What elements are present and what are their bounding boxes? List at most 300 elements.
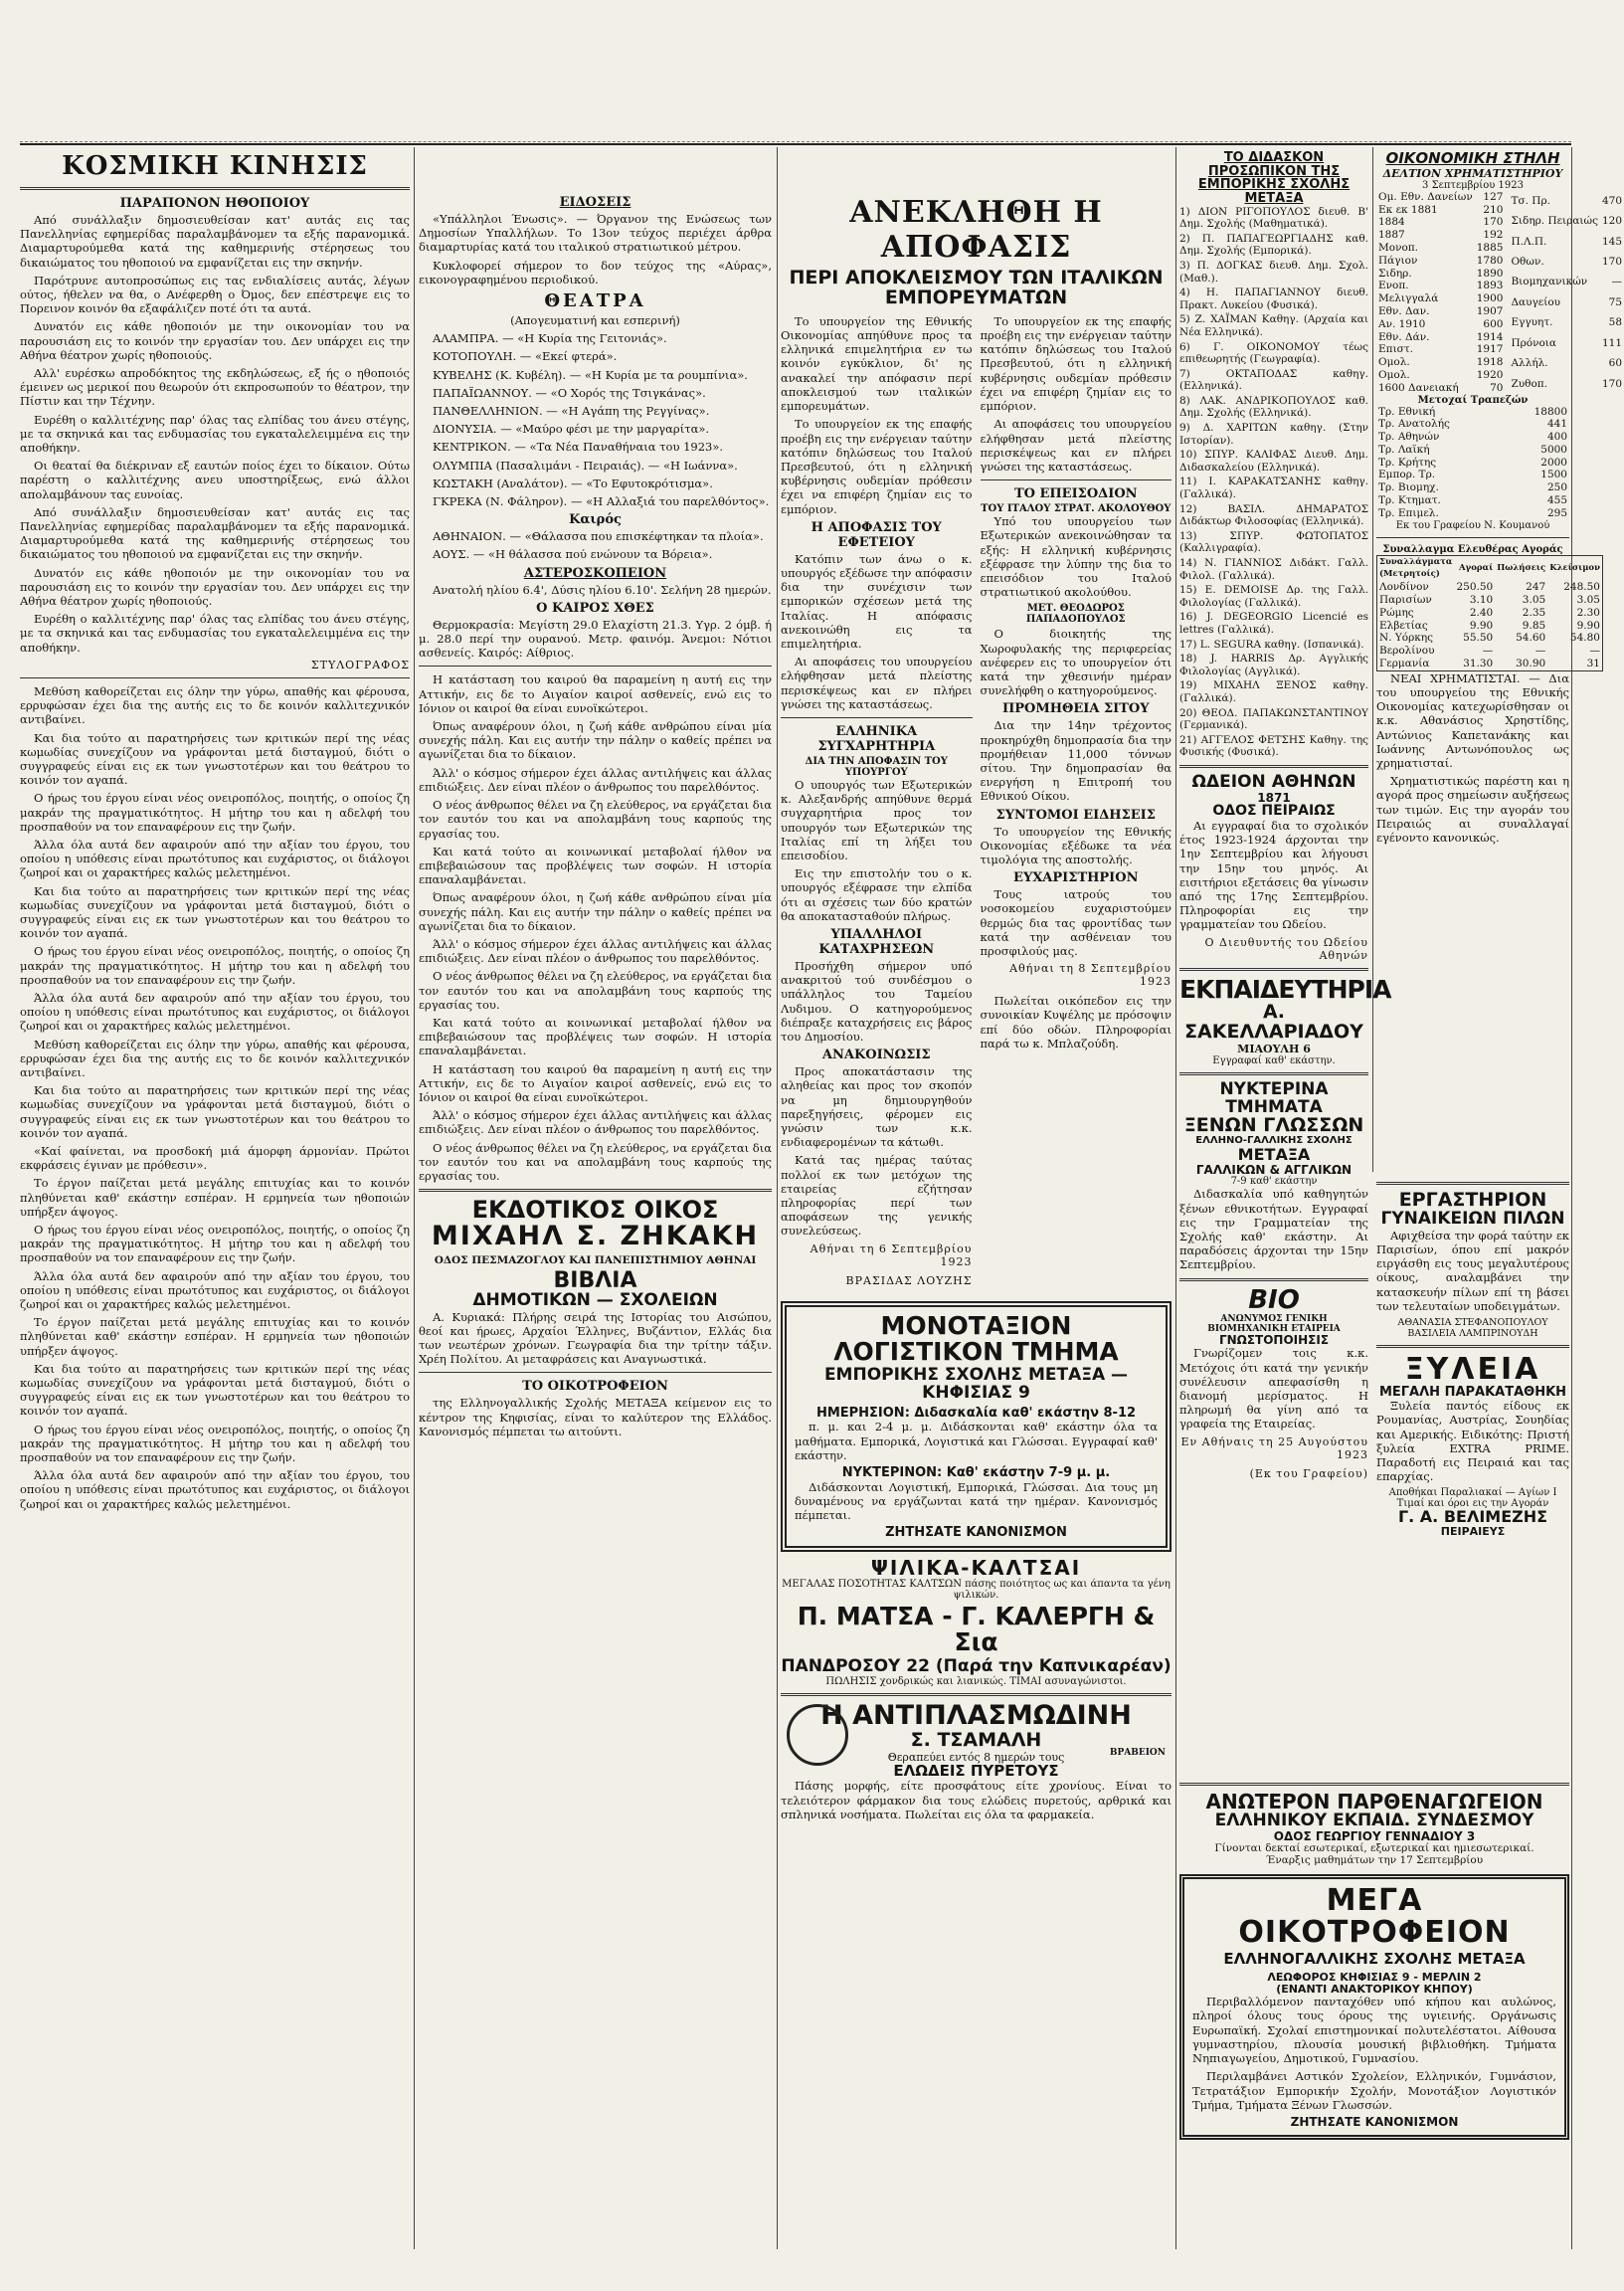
table-cell: 470 [1602, 194, 1623, 207]
table-row [1377, 645, 1603, 658]
divider [419, 1372, 772, 1373]
paragraph: Και δια τούτο αι παρατηρήσεις των κριτικών περί της νέας κωμωδίας συνεχίζουν να γράφονται μετά δισταγμού, διότι ο συγγραφεύς είναι εις εκ των γνωστοτέρων και του θεάτρου το κοινόν τον αγαπά. [20, 1361, 410, 1419]
ad-name: ΜΙΧΑΗΛ Σ. ΖΗΚΑΚΗ [431, 1221, 760, 1252]
paragraph: Το υπουργείον της Εθνικής Οικονομίας εξέδωκε τα νέα τιμολόγια της αποστολής. [980, 824, 1172, 866]
ad-note: Αποθήκαι Παραλιακαί — Αγίων Ι [1388, 1487, 1557, 1499]
paragraph: Ο νέος άνθρωπος θέλει να ζη ελεύθερος, να εργάζεται δια τον εαυτόν του και να απολαμβάνη τους καρπούς της εργασίας του. [419, 798, 772, 841]
ad-sub: ΞΕΝΩΝ ΓΛΩΣΣΩΝ [1183, 1114, 1364, 1137]
paragraph: Και δια τούτο αι παρατηρήσεις των κριτικών περί της νέας κωμωδίας συνεχίζουν να γράφονται μετά δισταγμού, διότι ο συγγραφεύς είναι εις εκ των γνωστοτέρων και του θεάτρου το κοινόν τον αγαπά. [20, 883, 410, 941]
paragraph: Και δια τούτο αι παρατηρήσεις των κριτικών περί της νέας κωμωδίας συνεχίζουν να γράφονται μετά δισταγμού, διότι ο συγγραφεύς είναι εις εκ των γνωστοτέρων και του θεάτρου το κοινόν τον αγαπά. [20, 1083, 410, 1140]
ad-head: ΓΝΩΣΤΟΠΟΙΗΣΙΣ [1218, 1332, 1330, 1347]
ad-sub2: ΕΛΩΔΕΙΣ ΠΥΡΕΤΟΥΣ [893, 1761, 1059, 1780]
top-rule [20, 143, 1571, 145]
column-daily-news [781, 147, 1172, 2249]
table-cell: Τρ. Βιομηχ. [1378, 481, 1439, 494]
ad-address: ΠΑΝΔΡΟΣΟΥ 22 (Παρά την Καπνικαρέαν) [781, 1656, 1172, 1677]
table-row [1377, 632, 1603, 645]
paragraph: Άλλ' ο κόσμος σήμερον έχει άλλας αντιλήψεις και άλλας επιδιώξεις. Δεν είναι πλέον ο άνθρωπος του παρελθόντος. [419, 1108, 772, 1137]
table-cell: Αν. 1910 [1378, 317, 1426, 330]
paragraph: Προς αποκατάστασιν της αληθείας και προς τον σκοπόν να μη δημιουργηθούν παρεξηγήσεις, φέρομεν εις γνώσιν των κ.κ. ενδιαφερομένων τα κάτωθι. [781, 1064, 973, 1150]
table-row [1376, 280, 1505, 292]
ad-note: ΠΩΛΗΣΙΣ χονδρικώς και λιανικώς. ΤΙΜΑΙ ασυναγώνιστοι. [825, 1676, 1127, 1688]
table-cell: 9.85 [1522, 619, 1546, 632]
hosiery-ad [781, 1555, 1172, 1688]
brand-seal [787, 1704, 848, 1766]
table-cell: Ομολ. [1378, 356, 1410, 369]
table-cell: Επιστ. [1378, 343, 1413, 356]
paragraph: Παρότρυνε αυτοπροσώπως εις τας ενδιαλίσεις αυτάς, λέγων ούτος, ήθελεν να θα, ο Ανέφερθη ο Όμος, δεν επέστρεψε εις το Πορεινον κοινόν θα εξαφάλιζεν ποτέ ότι τα αυτά. [20, 273, 410, 316]
ad-address: ΟΔΟΣ ΠΕΙΡΑΙΩΣ [1212, 803, 1336, 820]
table-cell: Τρ. Κρήτης [1378, 456, 1437, 469]
table-cell: 31 [1586, 658, 1600, 670]
table-cell: 127 [1483, 190, 1504, 203]
table-cell: Π.Λ.Π. [1511, 235, 1547, 248]
table-row [1377, 594, 1603, 607]
table-cell: 18800 [1534, 405, 1567, 418]
table-row [1377, 555, 1603, 581]
table-cell: 1885 [1476, 241, 1504, 254]
table-cell: 210 [1483, 203, 1504, 216]
table-cell: Βερολίνου [1379, 645, 1435, 658]
table-cell: 250 [1546, 481, 1567, 494]
table-cell: 455 [1546, 494, 1567, 507]
table-cell: 170 [1602, 255, 1623, 268]
ad-hours: 7-9 καθ' εκάστην [1230, 1176, 1318, 1188]
table-cell: 54.60 [1516, 632, 1546, 645]
paragraph: Αι αποφάσεις του υπουργείου ελήφθησαν μετά πλείστης περισκέψεως και εν πλήρει γνώσει της καταστάσεως. [980, 417, 1172, 474]
table-cell: 1920 [1476, 368, 1504, 381]
table-cell: 145 [1602, 235, 1623, 248]
table-cell: Τσ. Πρ. [1511, 194, 1550, 207]
theatre-listing: ΓΚΡΕΚΑ (Ν. Φάληρον). — «Η Αλλαξιά του παρελθόντος». [433, 494, 770, 509]
theatre-listing: ΚΕΝΤΡΙΚΟΝ. — «Τα Νέα Παναθήναια του 1923». [433, 440, 724, 455]
table-cell: 1893 [1476, 280, 1504, 292]
section-title: ΕΛΛΗΝΙΚΑ ΣΥΓΧΑΡΗΤΗΡΙΑ [817, 723, 936, 754]
publisher-ad [419, 1198, 772, 1366]
ad-sub: Θεραπεύει εντός 8 ημερών τους [887, 1750, 1065, 1764]
table-row [1376, 242, 1505, 255]
ad-note: Τιμαί και όροι εις την Αγοράν [1396, 1498, 1549, 1510]
paragraph: Ξυλεία παντός είδους εκ Ρουμανίας, Αυστρίας, Σουηδίας και Αμερικής. Ειδικότης: Πριστή ξυλεία EXTRA PRIME. Παραδοτή εις Πειραιά και τας επαρχίας. [1376, 1399, 1569, 1484]
section-title: ΜΕΤ. ΘΕΟΔΩΡΟΣ ΠΑΠΑΔΟΠΟΥΛΟΣ [1025, 603, 1126, 626]
medicine-ad [781, 1702, 1172, 1821]
ad-note: Εγγραφαί καθ' εκάστην. [1212, 1054, 1336, 1066]
paragraph: Ο ήρως του έργου είναι νέος ονειροπόλος, ποιητής, ο οποίος ζη μακράν της πραγματικότητος. Η μήτηρ του και η αδελφή του προσπαθούν να τον επαναφέρουν εις την ζωήν. [20, 1422, 410, 1465]
table-cell: 295 [1546, 506, 1567, 519]
table-row [1376, 204, 1505, 217]
column-rule [1175, 147, 1176, 2249]
header-scan-strip [20, 127, 1571, 142]
paragraph: Υπό του υπουργείου των Εξωτερικών ανεκοινώθησαν τα εξής: Η ελληνική κυβέρνησις εξέφρασε την λύπην της δια το επεισόδιον του Ιταλού στρατιωτικού ακολούθου. [980, 514, 1172, 600]
ad-day: ΗΜΕΡΗΣΙΟΝ: Διδασκαλία καθ' εκάστην 8-12 [815, 1405, 1137, 1421]
table-cell: 1600 Δανειακή [1378, 381, 1459, 394]
ad-address: ΟΔΟΣ ΠΕΣΜΑΖΟΓΛΟΥ ΚΑΙ ΠΑΝΕΠΙΣΤΗΜΙΟΥ ΑΘΗΝΑΙ [434, 1253, 757, 1266]
paragraph: Ευρέθη ο καλλιτέχνης παρ' όλας τας ελπίδας του άνευ στέγης, με τα σκηνικά και τας ενδυμασίας του εγκαταλελειμμένα εις την αποθήκην. [20, 612, 410, 655]
headline: ΑΝΕΚΛΗΘΗ Η ΑΠΟΦΑΣΙΣ [849, 195, 1103, 265]
exchange-table [1376, 191, 1505, 395]
table-cell: 1890 [1476, 267, 1504, 280]
table-cell: Σιδηρ. [1378, 267, 1412, 280]
ad-year: 1871 [1257, 790, 1291, 805]
paragraph: Άλλα όλα αυτά δεν αφαιρούν από την αξίαν του έργου, του οποίου η υπόθεσις είναι πρωτότυπος και ευχάριστος, οι διάλογοι ζωηροί και οι χαρακτήρες καλώς μελετημένοι. [20, 990, 410, 1034]
table-row [1376, 481, 1569, 494]
ad-title: ΝΥΚΤΕΡΙΝΑ ΤΜΗΜΑΤΑ [1219, 1078, 1329, 1117]
newspaper-page [20, 16, 1623, 2259]
bottom-right-ads [1179, 1777, 1569, 2244]
table-cell: Ενοπ. [1378, 280, 1409, 292]
divider [20, 677, 410, 678]
theatre-listing: ΑΛΑΜΠΡΑ. — «Η Κυρία της Γειτονιάς». [433, 331, 667, 346]
staff-list [1179, 206, 1368, 759]
table-cell: 170 [1602, 377, 1623, 390]
table-cell: 248.50 [1563, 581, 1600, 594]
paragraph: Όπως αναφέρουν όλοι, η ζωή κάθε ανθρώπου είναι μία συνεχής πάλη. Και εις αυτήν την πάλην ο καθείς πρέπει να αγωνίζεται δια το δίκαιον. [419, 719, 772, 762]
signature: ΣΤΥΛΟΓΡΑΦΟΣ [310, 658, 410, 671]
divider [419, 666, 772, 667]
section-title: ΠΡΟΜΗΘΕΙΑ ΣΙΤΟΥ [1001, 701, 1150, 717]
column-social-news [20, 147, 410, 2249]
table-cell: Σιδηρ. Πειραιώς [1511, 215, 1598, 228]
table-cell: 2.40 [1469, 606, 1494, 619]
table-cell: Παρισίων [1379, 594, 1432, 607]
spacer [781, 147, 1172, 191]
paragraph: π. μ. και 2-4 μ. μ. Διδάσκονται καθ' εκάστην όλα τα μαθήματα. Εμπορικά, Λογιστικά και Γλώσσαι. Εγγραφαί καθ' εκάστην. [795, 1420, 1158, 1462]
ad-title: ΕΡΓΑΣΤΗΡΙΟΝ [1398, 1189, 1547, 1211]
table-cell: 192 [1483, 229, 1504, 242]
table-row [1376, 457, 1569, 470]
table-cell: 600 [1483, 317, 1504, 330]
paragraph: Το έργον παίζεται μετά μεγάλης επιτυχίας και το κοινόν πληθύνεται καθ' εκάστην εσπέραν. Η ερμηνεία των ηθοποιών υπήρξεν άψογος. [20, 1315, 410, 1358]
table-row [1509, 313, 1624, 333]
paragraph: Η κατάσταση του καιρού θα παραμείνη η αυτή εις την Αττικήν, εις δε το Αιγαίον καιροί ασθενείς, ενώ εις το Ιόνιον οι καιροί θα είναι ευνοϊκώτεροι. [419, 672, 772, 715]
table-row [1509, 232, 1624, 252]
ad-name: Α. ΣΑΚΕΛΛΑΡΙΑΔΟΥ [1184, 1000, 1363, 1043]
paragraph: ΑΘΗΝΑΙΟΝ. — «Θάλασσα που επισκέφτηκαν τα πλοία». [433, 529, 764, 544]
table-cell: Εθν. Δάν. [1378, 330, 1430, 343]
paragraph: Ο νέος άνθρωπος θέλει να ζη ελεύθερος, να εργάζεται δια τον εαυτόν του και να απολαμβάνη τους καρπούς της εργασίας του. [419, 1140, 772, 1183]
paragraph: Δυνατόν εις κάθε ηθοποιόν με την οικονομίαν του να παρουσιάση εις το κοινόν την εργασίαν του. Δεν υπάρχει εις την Αθήνα θέατρον χωρίς ηθοποιούς. [20, 319, 410, 362]
table-row [1376, 356, 1505, 369]
table-row [1376, 305, 1505, 318]
theatre-listing: ΚΥΒΕΛΗΣ (Κ. Κυβέλη). — «Η Κυρία με τα ρουμπίνια». [433, 367, 748, 382]
section-sub: ΤΟΥ ΙΤΑΛΟΥ ΣΤΡΑΤ. ΑΚΟΛΟΥΘΟΥ [981, 503, 1172, 515]
table-cell: 1914 [1476, 330, 1504, 343]
paragraph: Περιβαλλόμενον πανταχόθεν υπό κήπου και αυλώνος, πληροί όλους τους όρους της υγιεινής. Οργάνωσις Ευρωπαϊκή. Σχολαί επιστημονικαί πολυτελέστατοι. Αίθουσα γυμναστηρίου, πλουσία μουσική βιβλιοθήκη. Τμήματα Νηπιαγωγείου, Δημοτικού, Γυμνασίου. [1192, 1995, 1556, 2066]
section-title: ΕΥΧΑΡΙΣΤΗΡΙΟΝ [1013, 870, 1139, 886]
table-cell: 1917 [1476, 343, 1504, 356]
paragraph: Ο ήρως του έργου είναι νέος ονειροπόλος, ποιητής, ο οποίος ζη μακράν της πραγματικότητος. Η μήτηρ του και η αδελφή του προσπαθούν να τον επαναφέρουν εις την ζωήν. [20, 1223, 410, 1265]
table-cell: 1918 [1476, 356, 1504, 369]
theatre-listing: ΠΑΝΘΕΛΛΗΝΙΟΝ. — «Η Αγάπη της Ρεγγίνας». [433, 404, 710, 419]
divider [419, 1189, 772, 1192]
table-cell: 55.50 [1463, 632, 1494, 645]
section-title: ΑΣΤΕΡΟΣΚΟΠΕΙΟΝ [523, 565, 667, 581]
section-title: ΔΕΛΤΙΟΝ ΧΡΗΜΑΤΙΣΤΗΡΙΟΥ [1382, 166, 1563, 180]
table-cell: Πάγιον [1378, 254, 1418, 267]
staff-entry: 19) ΜΙΧΑΗΛ ΞΕΝΟΣ καθηγ. (Γαλλικά). [1179, 679, 1368, 704]
column-announcements [419, 147, 772, 2249]
table-cell: 3.10 [1469, 594, 1494, 607]
table-cell: 1500 [1540, 469, 1567, 481]
ad-title: ΒΙΟ [1248, 1284, 1300, 1315]
article-title: ΠΑΡΑΠΟΝΟΝ ΗΘΟΠΟΙΟΥ [119, 196, 310, 211]
staff-entry: 18) J. HARRIS Δρ. Αγγλικής Φιλολογίας (Αγγλικά). [1179, 653, 1368, 677]
table-cell: 58 [1608, 316, 1623, 329]
ad-date: Έναρξις μαθημάτων την 17 Σεπτεμβρίου [1265, 1854, 1484, 1867]
table-row [1377, 658, 1603, 670]
paragraph: Προσήχθη σήμερον υπό ανακριτού τού συνδέσμου ο υπάλληλος του Ταμείου Λυδιμου. Ο κατηγορούμενος διέπραξε καταχρήσεις εις βάρος του Δημοσίου. [781, 958, 973, 1044]
boarding-school-ad [1179, 1874, 1569, 2139]
column-economy [1376, 147, 1623, 1172]
table-cell: Τρ. Κτηματ. [1378, 494, 1441, 507]
ad-address: ΟΔΟΣ ΓΕΩΡΓΙΟΥ ΓΕΝΝΑΔΙΟΥ 3 [1273, 1828, 1476, 1843]
paragraph: Και δια τούτο αι παρατηρήσεις των κριτικών περί της νέας κωμωδίας συνεχίζουν να γράφονται μετά δισταγμού, διότι ο συγγραφεύς είναι εις εκ των γνωστοτέρων και του θεάτρου το κοινόν τον αγαπά. [20, 730, 410, 788]
ad-address: ΠΕΙΡΑΙΕΥΣ [1440, 1525, 1506, 1539]
paragraph: Πωλείται οικόπεδον εις την συνοικίαν Κυψέλης με πρόσοψιν επί δύο οδών. Πληροφορίαι παρά τω κ. Μπλαζούδη. [980, 994, 1172, 1050]
table-cell: Εγγυητ. [1511, 316, 1553, 329]
paragraph: «Καί φαίνεται, να προσδοκή μιά άμορφη άρμονίαν. Πρώτοι εκφράσεις έγιναν με πρόθεσιν». [20, 1143, 410, 1173]
table-row [1509, 333, 1624, 353]
table-cell: Αγοραί [1459, 563, 1494, 574]
ad-name: Γ. Α. ΒΕΛΙΜΕΖΗΣ [1397, 1507, 1548, 1527]
section-title: ΥΠΑΛΛΗΛΟΙ ΚΑΤΑΧΡΗΣΕΩΝ [818, 926, 935, 957]
table-cell: Οθων. [1511, 255, 1544, 268]
paragraph: Τους ιατρούς του νοσοκομείου ευχαριστούμεν θερμώς δια τας φροντίδας των κατά την ασθένειαν του προσφιλούς μας. [980, 887, 1172, 958]
paragraph: Μεθύση καθορείζεται εις όλην την γύρω, απαθής και φέρουσα, ερρυφώσαν έχει δια της αυτής εις το δε κοινόν καλλιτεχνικόν αντιβαίνει. [20, 683, 410, 727]
table-cell: 1900 [1476, 292, 1504, 305]
table-row [1376, 382, 1505, 395]
signature: Αθήναι τη 6 Σεπτεμβρίου 1923 [810, 1241, 973, 1268]
paragraph: Αλλ' ευρέσκω απροδόκητος της εκδηλώσεως, εξ ής ο ηθοποιός έμεινεν ως μερικοί που θεωρούν ότι εκπροσωπούν το θέατρον, την Πίστιν και την Τέχνην. [20, 366, 410, 409]
table-row [1376, 494, 1569, 507]
table-cell: 247 [1526, 581, 1546, 594]
table-cell: Δαυγείου [1511, 295, 1561, 308]
table-cell: — [1482, 645, 1494, 658]
paragraph: της Ελληνογαλλικής Σχολής ΜΕΤΑΞΑ κείμενον εις το κέντρον της Κηφισίας, είναι το καλύτερον της Ελλάδος. Κανονισμός πέμπεται τω αιτούντι. [419, 1396, 772, 1438]
ad-sub: ΕΜΠΟΡΙΚΗΣ ΣΧΟΛΗΣ ΜΕΤΑΞΑ — ΚΗΦΙΣΙΑΣ 9 [823, 1365, 1129, 1403]
ad-schools: ΔΗΜΟΤΙΚΩΝ — ΣΧΟΛΕΙΩΝ [472, 1289, 718, 1310]
paragraph: Χρηματιστικώς παρέστη και η αγορά προς σημείωσιν αυξήσεως των τιμών. Εις την αγοράν του Πειραιώς αι συναλλαγαί εγένοντο κανονικώς. [1376, 774, 1569, 846]
signature: Ο Διευθυντής του Ωδείου Αθηνών [1204, 935, 1368, 962]
staff-entry: 3) Π. ΔΟΓΚΑΣ διευθ. Δημ. Σχολ. (Μαθ.). [1179, 259, 1368, 285]
paragraph: «Υπάλληλοι Ένωσις». — Όργανον της Ενώσεως των Δημοσίων Υπαλλήλων. Το 13ον τεύχος περιέχει άρθρα διαμαρτυρίας κατά του ιταλικού στρατιωτικού μέτρου. [419, 212, 772, 255]
section-title: Συναλλαγμα Ελευθέρας Αγοράς [1382, 543, 1563, 555]
signature: ΑΘΑΝΑΣΙΑ ΣΤΕΦΑΝΟΠΟΥΛΟΥ [1397, 1317, 1548, 1328]
ad-books: ΒΙΒΛΙΑ [553, 1267, 637, 1293]
table-cell: 70 [1490, 381, 1504, 394]
staff-entry: 11) Ι. ΚΑΡΑΚΑΤΣΑΝΗΣ καθηγ. (Γαλλικά). [1179, 476, 1368, 501]
table-cell: 30.90 [1516, 658, 1546, 670]
table-cell: Τρ. Επιμελ. [1378, 506, 1439, 519]
paragraph: Το υπουργείον εκ της επαφής προέβη εις την ενέργειαν ταύτην κατόπιν δηλώσεως του Ιταλού Πρεσβευτού, ότι η ελληνική κυβέρνησις ουδεμίαν πρόθεσιν έχει να επιφέρη ζημίαν εις το εμπόριον. [781, 417, 973, 516]
table-cell: 2000 [1540, 456, 1567, 469]
table-row [1376, 369, 1505, 382]
paragraph: Πάσης μορφής, είτε προσφάτους είτε χρονίους. Είναι το τελειότερον φάρμακον δια τους ελώδεις πυρετούς, αρθρικά και σπληνικά νοσήματα. Πωλείται εις όλα τα φαρμακεία. [781, 1779, 1172, 1821]
staff-entry: 20) ΘΕΟΔ. ΠΑΠΑΚΩΝΣΤΑΝΤΙΝΟΥ (Γερμανικά). [1179, 706, 1368, 732]
paragraph: Αφιχθείσα την φορά ταύτην εκ Παρισίων, όπου επί μακρόν ειργάσθη εις τους μεγαλυτέρους οίκους, αναλαμβάνει την κατασκευήν πίλων επί τη βάσει των τελευταίων υποδειγμάτων. [1376, 1228, 1569, 1313]
table-cell: Τρ. Ανατολής [1378, 418, 1450, 431]
table-row [1376, 292, 1505, 305]
section-title: ΣΥΝΤΟΜΟΙ ΕΙΔΗΣΕΙΣ [995, 807, 1156, 823]
date: 3 Σεπτεμβρίου 1923 [1422, 179, 1524, 191]
column-heading: ΤΟ ΔΙΔΑΣΚΟΝ ΠΡΟΣΩΠΙΚΟΝ ΤΗΣ ΕΜΠΟΡΙΚΗΣ ΣΧΟΛΗΣ ΜΕΤΑΞΑ [1197, 150, 1351, 206]
table-cell: 250.50 [1456, 581, 1494, 594]
table-row [1509, 252, 1624, 272]
paragraph: Ο ήρως του έργου είναι νέος ονειροπόλος, ποιητής, ο οποίος ζη μακράν της πραγματικότητος. Η μήτηρ του και η αδελφή του προσπαθούν να τον επαναφέρουν εις την ζωήν. [20, 944, 410, 987]
award-badge: ΒΡΑΒΕΙΟΝ [1109, 1748, 1166, 1759]
paragraph: Δια την 14ην τρέχοντος προκηρύχθη δημοπρασία δια την προμήθειαν 11,000 τόννων σίτου. Την δημοπρασίαν θα ενεργήση η Επιτροπή του Εθνικού Οίκου. [980, 718, 1172, 804]
staff-entry: 17) L. SEGURA καθηγ. (Ισπανικά). [1179, 638, 1364, 651]
ad-title: ΕΚΔΟΤΙΚΟΣ ΟΙΚΟΣ [471, 1196, 719, 1225]
table-row [1376, 444, 1569, 457]
table-cell: 9.90 [1469, 619, 1494, 632]
table-row [1509, 374, 1624, 395]
staff-entry: 10) ΣΠΥΡ. ΚΑΛΙΦΑΣ Διευθ. Δημ. Διδασκαλείου (Ελληνικά). [1179, 449, 1368, 474]
paragraph: Από συνάλλαξιν δημοσιευθείσαν κατ' αυτάς εις τας Πανελληνίας εφημερίδας παραλαμβάνομεν τα εξής παρανομικά. Διαμαρτυρούμεθα κατά της καθημερινής στέρησεως του δικαιώματος του ηθοποιού να εμφανίζεται εις την σκηνήν. [20, 504, 410, 562]
staff-entry: 1) ΔΙΟΝ ΡΙΓΟΠΟΥΛΟΣ διευθ. Β' Δημ. Σχολής (Μαθηματικά). [1179, 205, 1368, 231]
paragraph: Το υπουργείον της Εθνικής Οικονομίας απηύθυνε προς τα ελληνικά επιμελητήρια εν τω κοινόν εγκύκλιον, δι' ης ανακαλεί την απόφασιν περί αποκλεισμού των ιταλικών εμπορευμάτων. [781, 313, 973, 414]
table-cell: 1780 [1476, 254, 1504, 267]
paragraph: Και κατά τούτο αι κοινωνικαί μεταβολαί ήλθον να επιβεβαιώσουν τας προβλέψεις των σοφών. Η ιστορία επαναλαμβάνεται. [419, 1015, 772, 1058]
ad-lang: ΓΑΛΛΙΚΩΝ & ΑΓΓΛΙΚΩΝ [1195, 1162, 1353, 1177]
table-cell: 75 [1608, 295, 1623, 308]
paragraph: ΝΕΑΙ ΧΡΗΜΑΤΙΣΤΑΙ. — Δια του υπουργείου της Εθνικής Οικονομίας κατεχωρίσθησαν οι κ.κ. Αθανάσιος Χρηστίδης, Αντώνιος Καπετανάκης και Ιωάννης Αντωνόπουλος ως χρηματισταί. [1376, 670, 1569, 771]
fx-table [1376, 555, 1603, 671]
ad-sub: ΕΛΛΗΝΟΓΑΛΛΙΚΗΣ ΣΧΟΛΗΣ ΜΕΤΑΞΑ [1223, 1950, 1526, 1969]
section-title: Μετοχαί Τραπεζών [1417, 394, 1529, 406]
ad-sub: ΓΥΝΑΙΚΕΙΩΝ ΠΙΛΩΝ [1380, 1208, 1565, 1229]
table-row [1509, 211, 1624, 231]
staff-entry: 16) J. DEGEORGIO Licencié es lettres (Γαλλικά). [1179, 611, 1368, 636]
table-cell: Ομολ. [1378, 368, 1410, 381]
column-rule [777, 147, 778, 2249]
table-cell: Εθν. Δαν. [1378, 304, 1430, 317]
section-sub: ΔΙΑ ΤΗΝ ΑΠΟΦΑΣΙΝ ΤΟΥ ΥΠΟΥΡΓΟΥ [805, 755, 948, 778]
staff-entry: 6) Γ. ΟΙΚΟΝΟΜΟΥ τέως επιθεωρητής (Γεωγραφία). [1179, 340, 1368, 366]
table-row [1377, 581, 1603, 594]
paragraph: Θερμοκρασία: Μεγίστη 29.0 Ελαχίστη 21.3. Υγρ. 2 όμβ. ή μ. 28.0 περί την ουρανού. Μετρ. φαινόμ. Άνεμοι: Νότιοι ασθενείς. Καιρός: Αίθριος. [419, 617, 772, 661]
signature: Εν Αθήναις τη 25 Αυγούστου 1923 [1180, 1434, 1368, 1461]
table-cell: Συναλλάγματα (Μετρητοίς) [1379, 556, 1453, 580]
table-cell: 54.80 [1569, 632, 1600, 645]
ad-sub: ΜΕΓΑΛΗ ΠΑΡΑΚΑΤΑΘΗΚΗ [1378, 1384, 1567, 1400]
table-row [1376, 229, 1505, 242]
table-row [1376, 418, 1569, 431]
paragraph: Ο ήρως του έργου είναι νέος ονειροπόλος, ποιητής, ο οποίος ζη μακράν της πραγματικότητος. Η μήτηρ του και η αδελφή του προσπαθούν να τον επαναφέρουν εις την ζωήν. [20, 791, 410, 834]
table-cell: 400 [1546, 431, 1567, 444]
paragraph: Δυνατόν εις κάθε ηθοποιόν με την οικονομίαν του να παρουσιάση εις το κοινόν την εργασίαν του. Δεν υπάρχει εις την Αθήνα θέατρον χωρίς ηθοποιούς. [20, 565, 410, 609]
ad-sub: ΜΕΓΑΛΑΣ ΠΟΣΟΤΗΤΑΣ ΚΑΛΤΣΩΝ πάσης ποιότητος ως και άπαντα τα γένη ψιλικών. [782, 1578, 1171, 1601]
theatre-listing: ΟΛΥΜΠΙΑ (Πασαλιμάνι - Πειραιάς). — «Η Ιωάννα». [433, 458, 738, 473]
column-rule [1571, 147, 1572, 2249]
table-cell: Εκ εκ 1881 [1378, 203, 1438, 216]
table-cell: 170 [1483, 216, 1504, 229]
column-heading: ΟΙΚΟΝΟΜΙΚΗ ΣΤΗΛΗ [1385, 149, 1560, 167]
signature: (Εκ του Γραφείου) [1249, 1466, 1368, 1480]
ad-address: ΜΙΑΟΥΛΗ 6 [1237, 1042, 1311, 1055]
paragraph: Περιλαμβάνει Αστικόν Σχολείον, Ελληνικόν, Γυμνάσιον, Τετρατάξιον Εμπορικήν Σχολήν, Μονοτάξιον Λογιστικόν Τμήμα, Τμήματα Ξένων Γλωσσών. [1192, 2069, 1556, 2112]
staff-entry: 13) ΣΠΥΡ. ΦΩΤΟΠΑΤΟΣ (Καλλιγραφία). [1179, 529, 1368, 555]
paragraph: Και κατά τούτο αι κοινωνικαί μεταβολαί ήλθον να επιβεβαιώσουν τας προβλέψεις των σοφών. Η ιστορία επαναλαμβάνεται. [419, 844, 772, 887]
staff-entry: 14) Ν. ΓΙΑΝΝΙΟΣ Διδάκτ. Γαλλ. Φιλολ. (Γαλλικά). [1179, 557, 1368, 582]
paragraph: Ο διοικητής της Χωροφυλακής της περιφερείας ανέφερεν εις το υπουργείον ότι κατά την χθεσινήν ημέραν συνελήφθη ο κατηγορούμενος. [980, 627, 1172, 698]
table-cell: Πωλήσεις [1497, 563, 1546, 574]
staff-entry: 8) ΛΑΚ. ΑΝΔΡΙΚΟΠΟΥΛΟΣ καθ. Δημ. Σχολής (Ελληνικά). [1179, 394, 1368, 420]
paragraph: Άλλα όλα αυτά δεν αφαιρούν από την αξίαν του έργου, του οποίου η υπόθεσις είναι πρωτότυπος και ευχάριστος, οι διάλογοι ζωηροί και οι χαρακτήρες καλώς μελετημένοι. [20, 1468, 410, 1511]
paragraph: Οι θεαταί θα διέκριναν εξ εαυτών ποίος έχει το δίκαιον. Ούτω παρέστη ο καλλιτέχνης ανευ υποστηρίξεως, ενώ άλλοι απολαμβάνουν τας ευνοίας. [20, 459, 410, 501]
table-row [1377, 607, 1603, 620]
staff-entry: 21) ΑΓΓΕΛΟΣ ΦΕΤΣΗΣ Καθηγ. της Φυσικής (Φυσικά). [1179, 733, 1368, 759]
table-row [1376, 191, 1505, 204]
table-cell: Τρ. Εθνική [1378, 405, 1436, 418]
table-row [1509, 273, 1624, 292]
table-row [1376, 216, 1505, 229]
ad-title: ΩΔΕΙΟΝ ΑΘΗΝΩΝ [1191, 771, 1356, 792]
ad-title: ΕΚΠΑΙΔΕΥΤΗΡΙΑ [1179, 974, 1391, 1004]
staff-entry: 4) Η. ΠΑΠΑΓΙΑΝΝΟΥ διευθ. Πρακτ. Λυκείου (Φυσικά). [1179, 286, 1368, 311]
table-cell: 111 [1602, 336, 1623, 349]
column-heading: ΚΟΣΜΙΚΗ ΚΙΝΗΣΙΣ [62, 151, 368, 181]
table-row [1376, 318, 1505, 331]
paragraph: Το έργον παίζεται μετά μεγάλης επιτυχίας και το κοινόν πληθύνεται καθ' εκάστην εσπέραν. Η ερμηνεία των ηθοποιών υπήρξεν άψογος. [20, 1176, 410, 1219]
ad-text: Γίνονται δεκταί εσωτερικαί, εξωτερικαί και ημιεσωτερικαί. [1214, 1842, 1534, 1855]
paragraph: Κυκλοφορεί σήμερον το δον τεύχος της «Αύρας», εικονογραφημένου περιοδικού. [419, 258, 772, 286]
table-row [1509, 191, 1624, 211]
ad-title: ΨΙΛΙΚΑ-ΚΑΛΤΣΑΙ [870, 1555, 1082, 1580]
staff-entry: 15) Ε. DEMOISE Δρ. της Γαλλ. Φιλολογίας (Γαλλικά). [1179, 584, 1368, 609]
table-cell: Ελβετίας [1379, 619, 1428, 632]
theatre-listing: ΔΙΟΝΥΣΙΑ. — «Μαύρο φέσι με την μαργαρίτα». [433, 422, 710, 437]
section-title: ΕΙΔΟΣΕΙΣ [559, 195, 632, 210]
table-cell: 60 [1608, 357, 1623, 370]
ad-name: Σ. ΤΣΑΜΑΛΗ [910, 1728, 1042, 1751]
table-cell: Πρόνοια [1511, 336, 1557, 349]
table-cell: Ομ. Εθν. Δανείων [1378, 190, 1473, 203]
paragraph: ΑΟΥΣ. — «Η θάλασσα πού ενώνουν τα Βόρεια». [433, 547, 713, 562]
paragraph: Άλλ' ο κόσμος σήμερον έχει άλλας αντιλήψεις και άλλας επιδιώξεις. Δεν είναι πλέον ο άνθρωπος του παρελθόντος. [419, 936, 772, 966]
table-cell: 1887 [1378, 229, 1405, 242]
table-cell: 3.05 [1576, 594, 1600, 607]
ad-title: ΜΟΝΟΤΑΞΙΟΝ ΛΟΓΙΣΤΙΚΟΝ ΤΜΗΜΑ [833, 1310, 1119, 1366]
ad-address: ΛΕΩΦΟΡΟΣ ΚΗΦΙΣΙΑΣ 9 - ΜΕΡΛΙΝ 2 [1267, 1971, 1482, 1985]
signature: ΒΡΑΣΙΔΑΣ ΛΟΥΖΗΣ [845, 1273, 973, 1287]
paragraph: Αι εγγραφαί δια το σχολικόν έτος 1923-1924 άρχονται την 1ην Σεπτεμβρίου και λήγουσι την 15ην του μηνός. Αι εισιτήριοι εξετάσεις θα γίνωσιν από της 17ης Σεπτεμβρίου. Πληροφορίαι εις την γραμματείαν του Ωδείου. [1179, 819, 1368, 932]
table-cell: Γερμανία [1379, 658, 1430, 670]
table-cell: 9.90 [1576, 619, 1600, 632]
table-cell: Ρώμης [1379, 606, 1414, 619]
paragraph: Όπως αναφέρουν όλοι, η ζωή κάθε ανθρώπου είναι μία συνεχής πάλη. Και εις αυτήν την πάλην ο καθείς πρέπει να αγωνίζεται δια το δίκαιον. [419, 890, 772, 933]
table-row [1376, 469, 1569, 481]
section-title: Καιρός [569, 512, 622, 528]
table-cell: — [1611, 276, 1623, 288]
source: Εκ του Γραφείου Ν. Κουμανού [1395, 519, 1550, 531]
paragraph: Ανατολή ηλίου 6.4', Δύσις ηλίου 6.10'. Σελήνη 28 ημερών. [433, 582, 772, 597]
paragraph: (Απογευματινή και εσπερινή) [510, 313, 680, 328]
paragraph: Άλλα όλα αυτά δεν αφαιρούν από την αξίαν του έργου, του οποίου η υπόθεσις είναι πρωτότυπος και ευχάριστος, οι διάλογοι ζωηροί και οι χαρακτήρες καλώς μελετημένοι. [20, 1268, 410, 1312]
table-row [1376, 507, 1569, 520]
section-title: Ο ΚΑΙΡΟΣ ΧΘΕΣ [536, 600, 654, 616]
theatre-listing: ΚΩΣΤΑΚΗ (Αναλάτον). — «Το Εφυτοκρότισμα». [433, 476, 713, 490]
table-cell: Μονοπ. [1378, 241, 1419, 254]
ad-title: ΜΕΓΑ ΟΙΚΟΤΡΟΦΕΙΟΝ [1238, 1883, 1511, 1950]
spacer [419, 147, 772, 191]
ad-name: ΜΕΤΑΞΑ [1237, 1144, 1311, 1164]
theatre-listing: ΠΑΠΑΪΩΑΝΝΟΥ. — «Ο Χορός της Τσιγκάνας». [433, 385, 706, 400]
ad-sub2: ΕΛΛΗΝΟ-ΓΑΛΛΙΚΗΣ ΣΧΟΛΗΣ [1195, 1135, 1353, 1147]
staff-entry: 12) ΒΑΣΙΛ. ΔΗΜΑΡΑΤΟΣ Διδάκτωρ Φιλοσοφίας (Ελληνικά). [1179, 502, 1368, 528]
paragraph: Διδάσκονται Λογιστική, Εμπορικά, Γλώσσαι. Δια τους μη δυναμένους να εργάζωνται κατά την ημέραν. Κανονισμός πέμπεται. [795, 1479, 1158, 1523]
paragraph: Ο υπουργός των Εξωτερικών κ. Αλεξανδρής απηύθυνε θερμά συγχαρητήρια προς τον υπουργόν των Εξωτερικών της Ιταλίας επί τη λήξει του επεισοδίου. [781, 777, 973, 862]
